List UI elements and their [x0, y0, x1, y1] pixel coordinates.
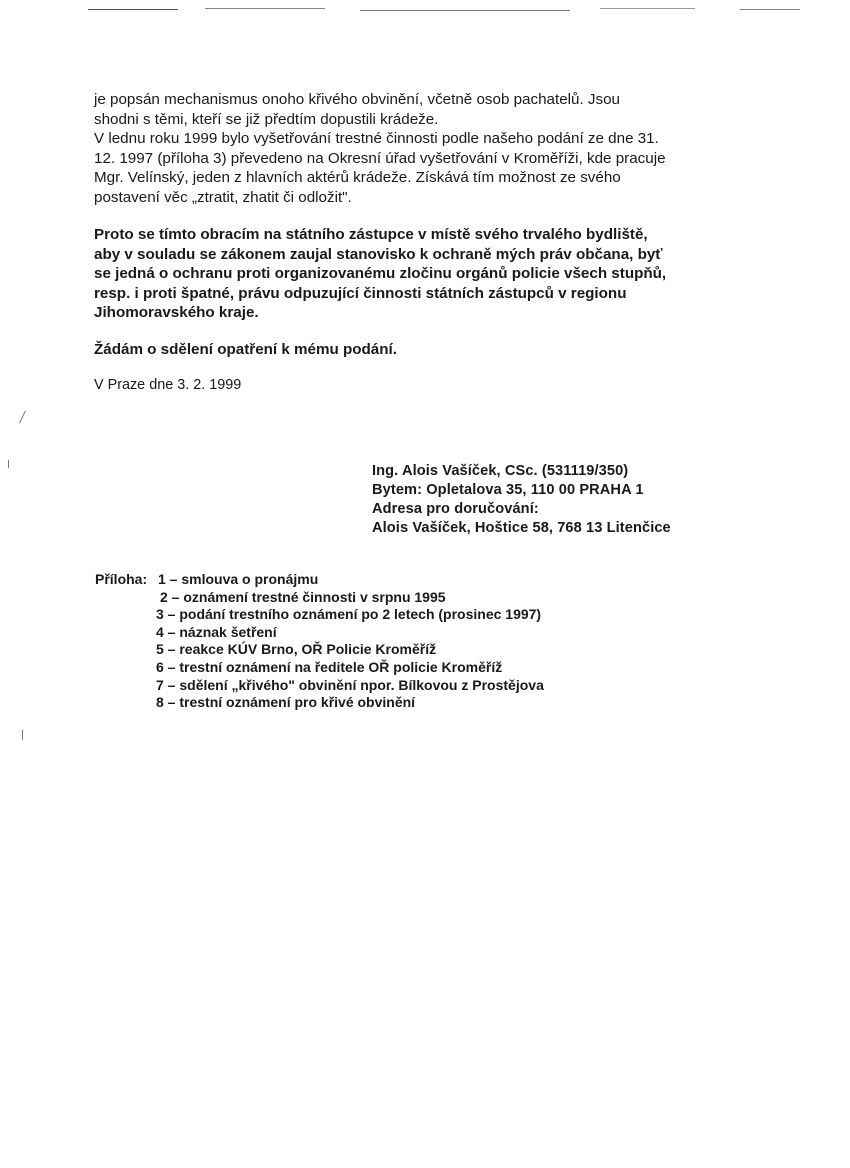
place-date: V Praze dne 3. 2. 1999: [94, 377, 242, 393]
text-line: V lednu roku 1999 bylo vyšetřování trestné činnosti podle našeho podání ze dne 31.: [94, 130, 659, 148]
attachment-item: 2 – oznámení trestné činnosti v srpnu 1995: [160, 588, 446, 605]
scan-mark: [19, 410, 26, 423]
attachment-item: 8 – trestní oznámení pro křivé obvinění: [156, 694, 416, 711]
attachments-label: Příloha:: [95, 571, 148, 587]
text-line: Proto se tímto obracím na státního zástupce v místě svého trvalého bydliště,: [94, 226, 648, 243]
request-line: Žádám o sdělení opatření k mému podání.: [94, 341, 397, 358]
attachment-item: 7 – sdělení „křivého" obvinění npor. Bílkovou z Prostějova: [156, 676, 544, 693]
scan-mark: [8, 460, 9, 468]
attachment-item: 6 – trestní oznámení na ředitele OŘ policie Kroměříž: [156, 658, 503, 675]
signature-address: Bytem: Opletalova 35, 110 00 PRAHA 1: [372, 482, 644, 498]
attachment-item: 5 – reakce KÚV Brno, OŘ Policie Kroměříž: [156, 641, 437, 658]
text-line: Mgr. Velínský, jeden z hlavních aktérů krádeže. Získává tím možnost ze svého: [94, 169, 621, 187]
text-line: postavení věc „ztratit, zhatit či odložit".: [94, 188, 352, 206]
text-line: resp. i proti špatné, právu odpuzující činnosti státních zástupců v regionu: [94, 284, 627, 302]
text-line: se jedná o ochranu proti organizovanému zločinu orgánů policie všech stupňů,: [94, 265, 667, 283]
scan-mark: [22, 730, 23, 740]
appeal-paragraph: [94, 225, 734, 323]
scan-edge: [0, 0, 850, 22]
attachment-item: 4 – náznak šetření: [156, 623, 277, 640]
text-line: 12. 1997 (příloha 3) převedeno na Okresní úřad vyšetřování v Kroměříži, kde pracuje: [94, 149, 666, 167]
signature-block: [372, 462, 671, 538]
text-line: aby v souladu se zákonem zaujal stanovisko k ochraně mých práv občana, byť: [94, 245, 663, 263]
attachment-item: 3 – podání trestního oznámení po 2 letech (prosinec 1997): [156, 606, 542, 623]
text-line: Jihomoravského kraje.: [94, 304, 259, 322]
attachment-item: 1 – smlouva o pronájmu: [158, 571, 319, 587]
text-line: shodni s těmi, kteří se již předtím dopustili krádeže.: [94, 110, 439, 128]
intro-paragraph: [94, 90, 754, 208]
signature-delivery-address: Alois Vašíček, Hoštice 58, 768 13 Litenčice: [372, 520, 671, 536]
text-line: je popsán mechanismus onoho křivého obvinění, včetně osob pachatelů. Jsou: [94, 91, 620, 108]
attachments-list: [158, 571, 544, 712]
signature-delivery-label: Adresa pro doručování:: [372, 501, 539, 517]
signature-name: Ing. Alois Vašíček, CSc. (531119/350): [372, 463, 629, 479]
